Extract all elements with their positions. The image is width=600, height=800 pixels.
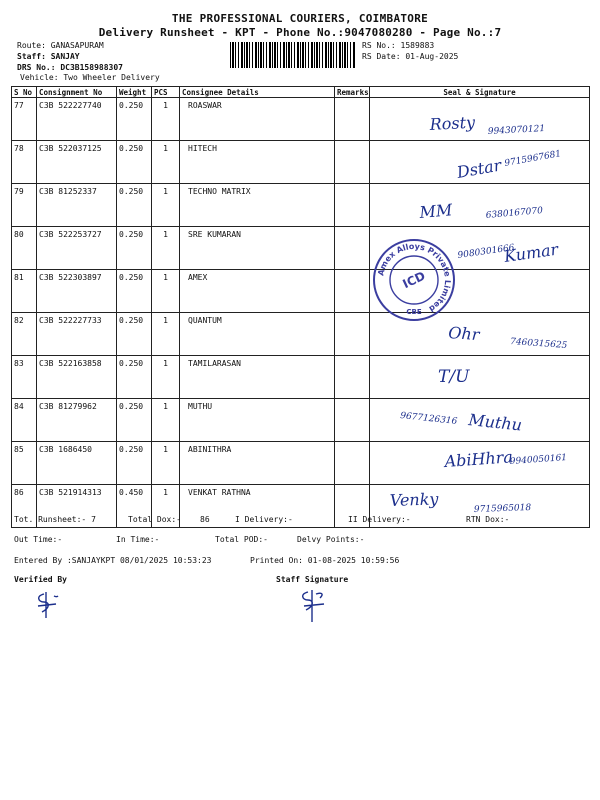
cell-sno: 81 [12,270,37,313]
runsheet-title: Delivery Runsheet - KPT - Phone No.:9047080280 - Page No.:7 [98,26,502,39]
cell-sno: 86 [12,485,37,528]
verified-by-label: Verified By [14,575,67,584]
printed-on: Printed On: 01-08-2025 10:59:56 [250,556,400,565]
staff: Staff: SANJAY [17,52,80,61]
cell-consignee: AMEX [180,270,335,313]
delvy-points: Delvy Points:- [297,535,365,544]
tot-runsheet: Tot. Runsheet:- 7 [14,515,96,524]
handwritten-signature: Kumar [502,239,560,266]
stamp-ring-text: Amex Alloys Private Limited [376,241,453,314]
cell-weight: 0.250 [117,442,152,485]
cell-pcs: 1 [152,399,180,442]
cell-weight: 0.250 [117,227,152,270]
handwritten-phone-number: 7460315625 [509,337,568,351]
cell-sno: 79 [12,184,37,227]
col-consignment: Consignment No [37,87,117,98]
cell-weight: 0.250 [117,313,152,356]
rs-date: RS Date: 01-Aug-2025 [362,52,459,61]
cell-consignee: ROASWAR [180,98,335,141]
cell-consignment-no: C3B 81252337 [37,184,117,227]
company-seal-stamp [372,238,456,322]
cell-pcs: 1 [152,485,180,528]
handwritten-signature: Rosty [429,112,476,134]
cell-consignment-no: C3B 522163858 [37,356,117,399]
handwritten-signature: T/U [438,367,470,387]
cell-consignee: VENKAT RATHNA [180,485,335,528]
verified-by-signature [30,588,70,628]
cell-consignee: TAMILARASAN [180,356,335,399]
ii-delivery: II Delivery:- [348,515,411,524]
cell-weight: 0.250 [117,356,152,399]
stamp-bottom-text: CBE [406,308,422,316]
vehicle: Vehicle: Two Wheeler Delivery [20,73,160,82]
cell-consignee: SRE KUMARAN [180,227,335,270]
staff-signature-label: Staff Signature [276,575,349,584]
cell-pcs: 1 [152,356,180,399]
cell-consignee: ABINITHRA [180,442,335,485]
cell-consignment-no: C3B 522037125 [37,141,117,184]
stamp-center-text: ICD [400,268,428,292]
cell-pcs: 1 [152,184,180,227]
route: Route: GANASAPURAM [17,41,104,50]
handwritten-signature: MM [418,200,453,222]
handwritten-phone-number: 6380167070 [485,206,544,221]
col-pcs: PCS [152,87,180,98]
cell-weight: 0.250 [117,98,152,141]
i-delivery: I Delivery:- [235,515,293,524]
handwritten-phone-number: 9943070121 [487,124,546,137]
cell-consignment-no: C3B 1686450 [37,442,117,485]
entered-by: Entered By :SANJAYKPT 08/01/2025 10:53:23 [14,556,212,565]
cell-pcs: 1 [152,141,180,184]
handwritten-signature: AbiHhra [443,447,514,471]
cell-consignment-no: C3B 522253727 [37,227,117,270]
handwritten-phone-number: 9715967681 [503,149,562,169]
out-time: Out Time:- [14,535,63,544]
cell-consignee: MUTHU [180,399,335,442]
cell-pcs: 1 [152,98,180,141]
rs-number: RS No.: 1589883 [362,41,435,50]
cell-weight: 0.450 [117,485,152,528]
cell-sno: 78 [12,141,37,184]
cell-consignee: TECHNO MATRIX [180,184,335,227]
cell-pcs: 1 [152,313,180,356]
cell-consignment-no: C3B 522303897 [37,270,117,313]
cell-consignment-no: C3B 521914313 [37,485,117,528]
cell-consignment-no: C3B 81279962 [37,399,117,442]
handwritten-phone-number: 9080301666 [457,243,516,261]
cell-sno: 77 [12,98,37,141]
col-consignee: Consignee Details [180,87,335,98]
cell-pcs: 1 [152,270,180,313]
cell-sno: 82 [12,313,37,356]
cell-consignment-no: C3B 522227740 [37,98,117,141]
cell-sno: 80 [12,227,37,270]
cell-sno: 83 [12,356,37,399]
cell-pcs: 1 [152,442,180,485]
col-weight: Weight [117,87,152,98]
handwritten-phone-number: 9940050161 [509,453,568,467]
handwritten-signature: Venky [389,489,439,510]
handwritten-signature: Dstar [455,155,503,182]
cell-sno: 85 [12,442,37,485]
handwritten-phone-number: 9677126316 [399,411,458,427]
handwritten-phone-number: 9715965018 [473,503,532,515]
cell-weight: 0.250 [117,184,152,227]
cell-consignee: HITECH [180,141,335,184]
cell-sno: 84 [12,399,37,442]
company-name: THE PROFESSIONAL COURIERS, COIMBATORE [171,12,429,25]
cell-consignment-no: C3B 522227733 [37,313,117,356]
staff-signature [296,584,336,629]
total-dox-label: Total Dox:- [128,515,181,524]
col-seal: Seal & Signature [370,87,590,98]
cell-weight: 0.250 [117,141,152,184]
handwritten-signature: Muthu [467,410,524,435]
col-remarks: Remarks [335,87,370,98]
cell-weight: 0.250 [117,270,152,313]
handwritten-signature: Ohr [447,323,481,345]
cell-consignee: QUANTUM [180,313,335,356]
col-sno: S No [12,87,37,98]
total-pod: Total POD:- [215,535,268,544]
in-time: In Time:- [116,535,160,544]
cell-pcs: 1 [152,227,180,270]
cell-weight: 0.250 [117,399,152,442]
total-dox-value: 86 [200,515,210,524]
drs-number: DRS No.: DC3B158988307 [17,63,123,72]
rtn-dox: RTN Dox:- [466,515,510,524]
